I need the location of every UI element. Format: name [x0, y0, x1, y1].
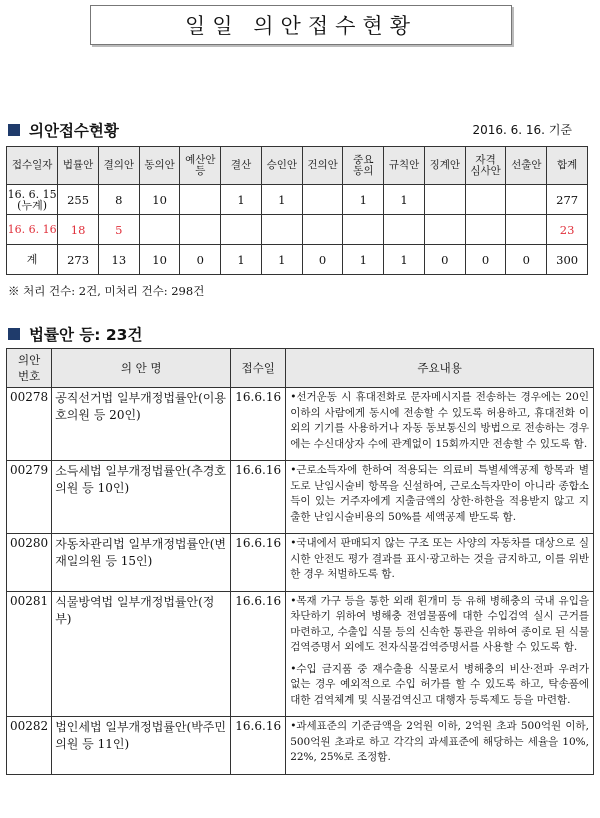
status-date-cell: 16. 6. 15 (누계)	[7, 185, 58, 215]
bill-content-paragraph: •목재 가구 등을 통한 외래 흰개미 등 유해 병해충의 국내 유입을 차단하기 위하여 병해충 전염물품에 대한 수입검역 실시 근거를 마련하고, 수출입 식물 등의 신속한 통관을 위하여 종이로 된 식물검역증명서 외에도 전자식물검역증명서를 사용할 수 있도록 함.	[290, 594, 589, 653]
section-heading-bills	[8, 323, 142, 345]
status-value-cell: 0	[302, 245, 343, 275]
bill-name: 자동차관리법 일부개정법률안(변재일의원 등 15인)	[52, 534, 231, 592]
status-value-cell: 0	[424, 245, 465, 275]
status-value-cell: 8	[98, 185, 139, 215]
processing-note: ※ 처리 건수: 2건, 미처리 건수: 298건	[8, 284, 205, 298]
status-value-cell	[180, 215, 221, 245]
bill-content	[286, 388, 594, 461]
status-value-cell	[424, 185, 465, 215]
status-value-cell: 1	[261, 245, 302, 275]
status-header-cell: 결산	[221, 147, 262, 185]
status-value-cell	[302, 185, 343, 215]
status-value-cell	[465, 215, 506, 245]
status-value-cell	[506, 215, 547, 245]
section-heading-status	[8, 119, 119, 141]
status-row	[7, 185, 588, 215]
status-value-cell: 23	[547, 215, 588, 245]
bill-name: 식물방역법 일부개정법률안(정부)	[52, 591, 231, 717]
status-header-cell: 자격 심사안	[465, 147, 506, 185]
status-value-cell	[384, 215, 425, 245]
bill-row	[7, 717, 594, 775]
bill-row	[7, 591, 594, 717]
bill-number: 00280	[7, 534, 52, 592]
section-title: 법률안 등: 23건	[29, 326, 143, 344]
status-header-cell: 동의안	[139, 147, 180, 185]
bill-number: 00281	[7, 591, 52, 717]
status-header-cell: 승인안	[261, 147, 302, 185]
bill-date: 16.6.16	[231, 717, 286, 775]
status-table	[6, 146, 588, 275]
bill-number: 00282	[7, 717, 52, 775]
status-value-cell: 255	[58, 185, 99, 215]
page-title: 일일 의안접수현황	[185, 14, 417, 38]
square-bullet-icon	[8, 328, 20, 340]
status-value-cell: 13	[98, 245, 139, 275]
square-bullet-icon	[8, 124, 20, 136]
status-value-cell	[465, 185, 506, 215]
bill-name: 소득세법 일부개정법률안(추경호의원 등 10인)	[52, 461, 231, 534]
bill-content-paragraph: •수입 금지품 중 재수출용 식물로서 병해충의 비산·전파 우려가 없는 경우 예외적으로 수입 허가를 할 수 있도록 하고, 탁송품에 대한 검역체계 및 식물검역신고 대행자 등록제도 등을 마련함.	[290, 662, 589, 706]
status-row	[7, 215, 588, 245]
status-date-cell: 16. 6. 16	[7, 215, 58, 245]
bill-date: 16.6.16	[231, 461, 286, 534]
bill-name: 공직선거법 일부개정법률안(이용호의원 등 20인)	[52, 388, 231, 461]
bill-content-paragraph: •국내에서 판매되지 않는 구조 또는 사양의 자동차를 대상으로 실시한 안전도 평가 결과를 표시·광고하는 것을 금지하고, 이를 위반한 경우 처벌하도록 함.	[290, 537, 589, 580]
status-row	[7, 245, 588, 275]
status-value-cell: 18	[58, 215, 99, 245]
bill-content	[286, 461, 594, 534]
status-value-cell	[343, 215, 384, 245]
status-value-cell: 1	[384, 245, 425, 275]
status-value-cell	[221, 215, 262, 245]
status-value-cell: 0	[180, 245, 221, 275]
status-value-cell	[424, 215, 465, 245]
status-header-cell: 징계안	[424, 147, 465, 185]
bills-table	[6, 348, 594, 775]
status-date-cell: 계	[7, 245, 58, 275]
status-value-cell: 1	[343, 185, 384, 215]
bill-content-paragraph: •선거운동 시 휴대전화로 문자메시지를 전송하는 경우에는 20인 이하의 사람에게 동시에 전송할 수 있도록 허용하고, 휴대전화 이외의 기기를 사용하거나 자동 동보통신의 방법으로 전송하는 경우에는 수신대상자 수에 관계없이 15회까지만 전송할 수 있도록 함.	[290, 391, 589, 450]
status-header-cell: 법률안	[58, 147, 99, 185]
page-title-box	[90, 5, 512, 45]
status-value-cell: 0	[465, 245, 506, 275]
bill-content-paragraph: •근로소득자에 한하여 적용되는 의료비 특별세액공제 항목과 별도로 난임시술비 항목을 신설하여, 근로소득자만이 아니라 종합소득이 있는 거주자에게 지출금액의 상한·하한을 적용받지 않고 지출한 난임시술비용의 50%를 세액공제 받도록 함.	[290, 464, 589, 523]
bill-row	[7, 534, 594, 592]
status-value-cell: 1	[221, 245, 262, 275]
status-header-cell: 규칙안	[384, 147, 425, 185]
status-value-cell: 5	[98, 215, 139, 245]
status-header-cell: 선출안	[506, 147, 547, 185]
header-main-content: 주요내용	[286, 349, 594, 388]
bill-content-paragraph: •과세표준의 기준금액을 2억원 이하, 2억원 초과 500억원 이하, 500억원 초과로 하고 각각의 과세표준에 해당하는 세율을 10%, 22%, 25%로 조정함.	[290, 720, 589, 763]
section-title: 의안접수현황	[29, 122, 119, 140]
status-value-cell	[139, 215, 180, 245]
status-header-cell: 접수일자	[7, 147, 58, 185]
bill-content	[286, 591, 594, 717]
status-header-cell: 결의안	[98, 147, 139, 185]
header-receipt-date: 접수일	[231, 349, 286, 388]
status-header-cell: 건의안	[302, 147, 343, 185]
bill-date: 16.6.16	[231, 388, 286, 461]
status-value-cell: 300	[547, 245, 588, 275]
status-value-cell: 273	[58, 245, 99, 275]
status-value-cell: 0	[506, 245, 547, 275]
reference-date: 2016. 6. 16. 기준	[472, 123, 572, 137]
status-value-cell: 1	[261, 185, 302, 215]
status-value-cell: 10	[139, 185, 180, 215]
status-header-cell: 중요 동의	[343, 147, 384, 185]
status-value-cell	[261, 215, 302, 245]
bill-number: 00278	[7, 388, 52, 461]
status-value-cell	[302, 215, 343, 245]
header-bill-no: 의안 번호	[7, 349, 52, 388]
status-value-cell	[180, 185, 221, 215]
status-value-cell	[506, 185, 547, 215]
bill-row	[7, 388, 594, 461]
header-bill-name: 의 안 명	[52, 349, 231, 388]
status-value-cell: 1	[221, 185, 262, 215]
bill-content	[286, 717, 594, 775]
bill-row	[7, 461, 594, 534]
status-value-cell: 1	[343, 245, 384, 275]
bill-name: 법인세법 일부개정법률안(박주민의원 등 11인)	[52, 717, 231, 775]
bill-date: 16.6.16	[231, 534, 286, 592]
bill-number: 00279	[7, 461, 52, 534]
status-header-cell: 합계	[547, 147, 588, 185]
status-value-cell: 1	[384, 185, 425, 215]
status-value-cell: 277	[547, 185, 588, 215]
status-value-cell: 10	[139, 245, 180, 275]
bill-content	[286, 534, 594, 592]
status-header-cell: 예산안 등	[180, 147, 221, 185]
bill-date: 16.6.16	[231, 591, 286, 717]
